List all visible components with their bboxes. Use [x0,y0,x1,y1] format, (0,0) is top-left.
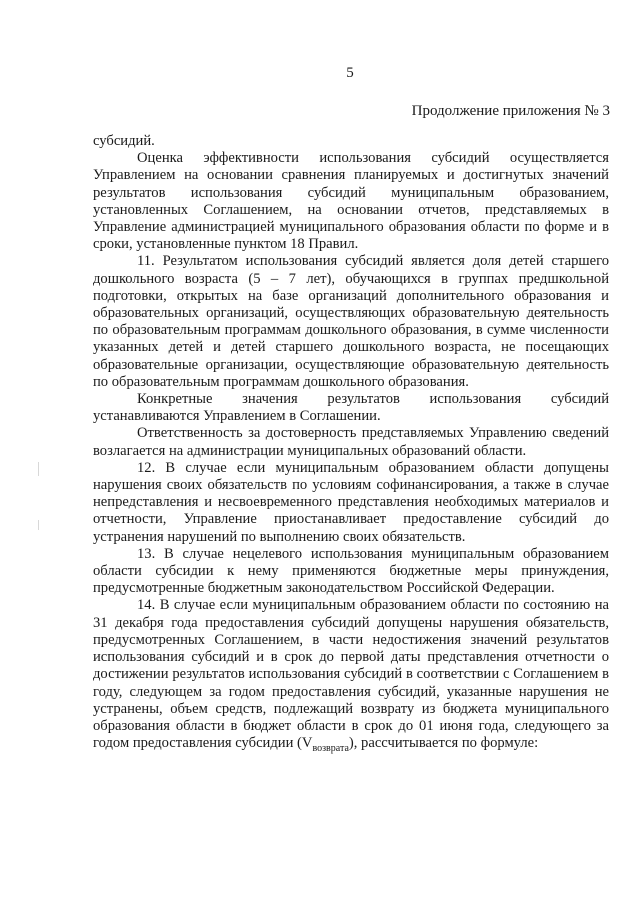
paragraph: Конкретные значения результатов использования субсидий устанавливаются Управлением в Соглашении. [93,391,609,425]
paragraph: 12. В случае если муниципальным образованием области допущены нарушения своих обязательств по условиям софинансирования, а также в случае непредставления и несвоевременного представления необходимых материалов и отчетности, Управление приостанавливает предоставление субсидий до устранения нарушений по выполнению своих обязательств. [93,459,609,545]
paragraph: 11. Результатом использования субсидий является доля детей старшего дошкольного возраста (5 – 7 лет), обучающихся в группах предшкольной подготовки, открытых на базе организаций дополнительного образования и образовательных организаций, осуществляющих образовательную деятельность по образовательным программам дошкольного образования, в сумме численности указанных детей и детей старшего дошкольного возраста, не посещающих образовательные организации, осуществляющие образовательную деятельность по образовательным программам дошкольного образования. [93,253,609,390]
paragraph: 13. В случае нецелевого использования муниципальным образованием области субсидии к нему применяются бюджетные меры принуждения, предусмотренные бюджетным законодательством Российской Федерации. [93,545,609,597]
paragraph-text-end: ), рассчитывается по формуле: [348,735,539,752]
paragraph: субсидий. [93,133,155,149]
appendix-label: Продолжение приложения № 3 [411,103,610,119]
scan-artifact [38,462,39,476]
scan-artifact [38,520,39,530]
document-body [93,133,609,755]
subscript: возврата [312,743,349,755]
paragraph-text: 14. В случае если муниципальным образованием области по состоянию на 31 декабря года предоставления субсидий допущены нарушения обязательств, предусмотренных Соглашением, в части недостижения значений результатов использования субсидий и в срок до первой даты представления отчетности о достижении результатов использования субсидий в соответствии с Соглашением в году, следующем за годом предоставления субсидий, указанные нарушения не устранены, объем средств, подлежащий возврату из бюджета муниципального образования области в бюджет области в срок до 01 июня года, следующего за годом предоставления субсидии (V [93,597,609,752]
paragraph-with-formula-ref [93,597,609,755]
page-number: 5 [346,65,354,81]
paragraph: Ответственность за достоверность представляемых Управлению сведений возлагается на администрации муниципальных образований области. [93,425,609,459]
paragraph: Оценка эффективности использования субсидий осуществляется Управлением на основании сравнения планируемых и достигнутых значений результатов использования субсидий муниципальным образованием, установленных Соглашением, на основании отчетов, представляемых в Управление администрацией муниципального образования области по форме и в сроки, установленные пунктом 18 Правил. [93,150,609,253]
